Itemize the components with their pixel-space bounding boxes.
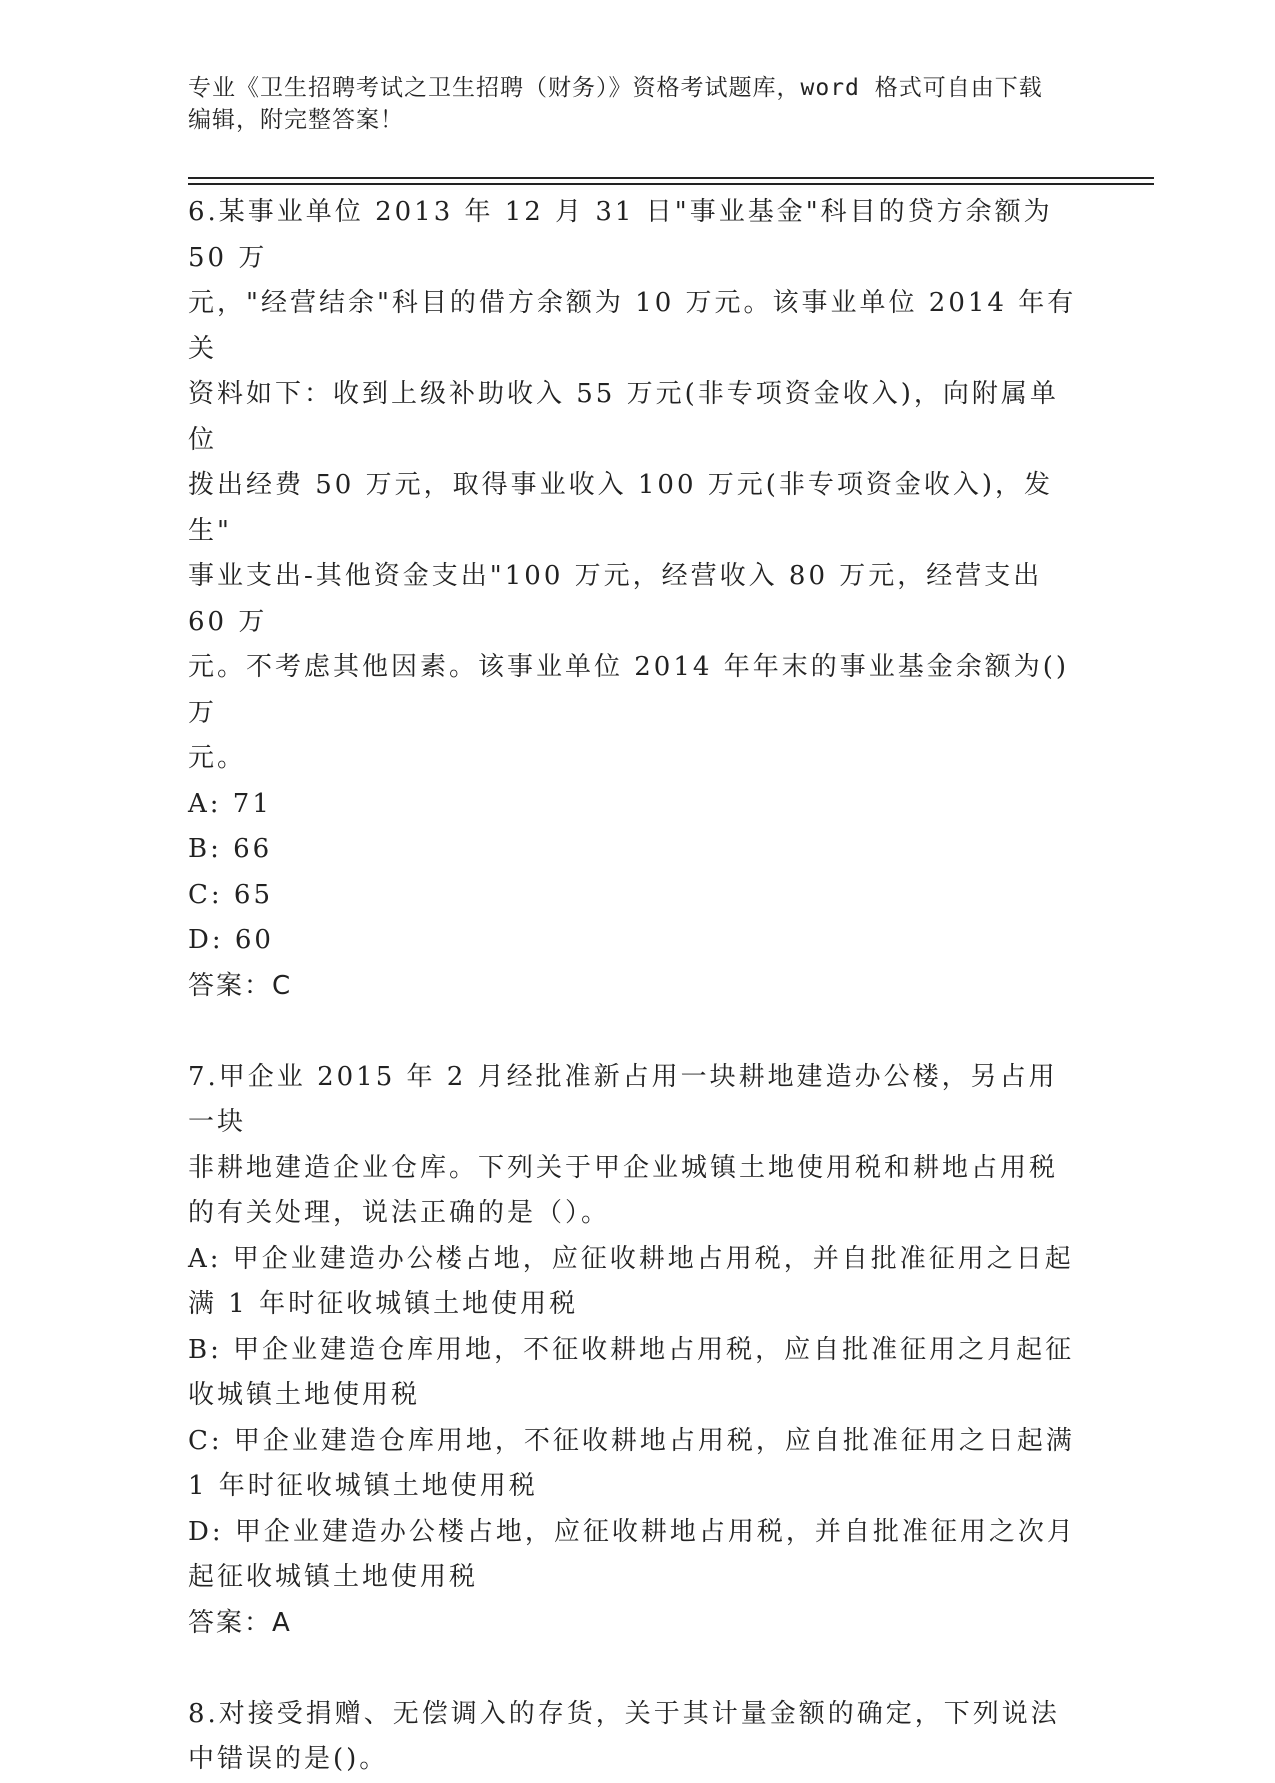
question-6-answer: 答案：C	[188, 970, 293, 1001]
question-7-option-c-line-2: 1 年时征收城镇土地使用税	[188, 1471, 538, 1501]
question-8-line-2: 中错误的是()。	[188, 1744, 389, 1774]
question-7-option-b-line-2: 收城镇土地使用税	[188, 1380, 421, 1410]
question-7-option-a-line-1: A: 甲企业建造办公楼占地，应征收耕地占用税，并自批准征用之日起	[188, 1243, 1074, 1274]
question-6-line-3: 资料如下：收到上级补助收入 55 万元(非专项资金收入)，向附属单位	[188, 379, 1059, 455]
question-6	[188, 190, 1078, 1009]
question-7-option-b-line-1: B: 甲企业建造仓库用地，不征收耕地占用税，应自批准征用之月起征	[188, 1334, 1075, 1365]
question-8	[188, 1692, 1078, 1783]
question-6-line-5: 事业支出-其他资金支出"100 万元，经营收入 80 万元，经营支出 60 万	[188, 561, 1043, 637]
question-6-line-7: 元。	[188, 743, 247, 773]
question-7-answer: 答案：A	[188, 1607, 292, 1638]
header-line-1: 专业《卫生招聘考试之卫生招聘（财务）》资格考试题库，word 格式可自由下载	[188, 75, 1043, 101]
question-6-line-2: 元，"经营结余"科目的借方余额为 10 万元。该事业单位 2014 年有关	[188, 288, 1077, 364]
question-6-line-6: 元。不考虑其他因素。该事业单位 2014 年年末的事业基金余额为()万	[188, 652, 1069, 728]
question-6-line-1: 6.某事业单位 2013 年 12 月 31 日"事业基金"科目的贷方余额为 50 万	[188, 197, 1053, 273]
question-7-option-d-line-2: 起征收城镇土地使用税	[188, 1562, 479, 1592]
question-8-line-1: 8.对接受捐赠、无偿调入的存货，关于其计量金额的确定，下列说法	[188, 1698, 1060, 1729]
question-7-line-2: 非耕地建造企业仓库。下列关于甲企业城镇土地使用税和耕地占用税	[188, 1152, 1059, 1183]
spacer	[188, 1646, 1078, 1692]
question-7-option-d-line-1: D: 甲企业建造办公楼占地，应征收耕地占用税，并自批准征用之次月	[188, 1516, 1076, 1547]
question-6-option-a: A: 71	[188, 788, 272, 819]
question-list	[188, 190, 1078, 1783]
question-7-option-c-line-1: C: 甲企业建造仓库用地，不征收耕地占用税，应自批准征用之日起满	[188, 1425, 1075, 1456]
question-7-option-a-line-2: 满 1 年时征收城镇土地使用税	[188, 1289, 579, 1319]
question-6-option-d: D: 60	[188, 925, 274, 955]
header-line-2: 编辑，附完整答案！	[188, 107, 404, 133]
question-7	[188, 1055, 1078, 1647]
question-6-option-b: B: 66	[188, 834, 273, 864]
question-7-line-3: 的有关处理，说法正确的是（）。	[188, 1198, 611, 1228]
header-divider-top	[188, 177, 1154, 179]
header-divider-bottom	[188, 183, 1154, 185]
question-6-option-c: C: 65	[188, 879, 274, 910]
document-header	[188, 72, 1068, 136]
question-6-line-4: 拨出经费 50 万元，取得事业收入 100 万元(非专项资金收入)，发生"	[188, 470, 1054, 546]
question-7-line-1: 7.甲企业 2015 年 2 月经批准新占用一块耕地建造办公楼，另占用一块	[188, 1061, 1058, 1137]
spacer	[188, 1009, 1078, 1055]
